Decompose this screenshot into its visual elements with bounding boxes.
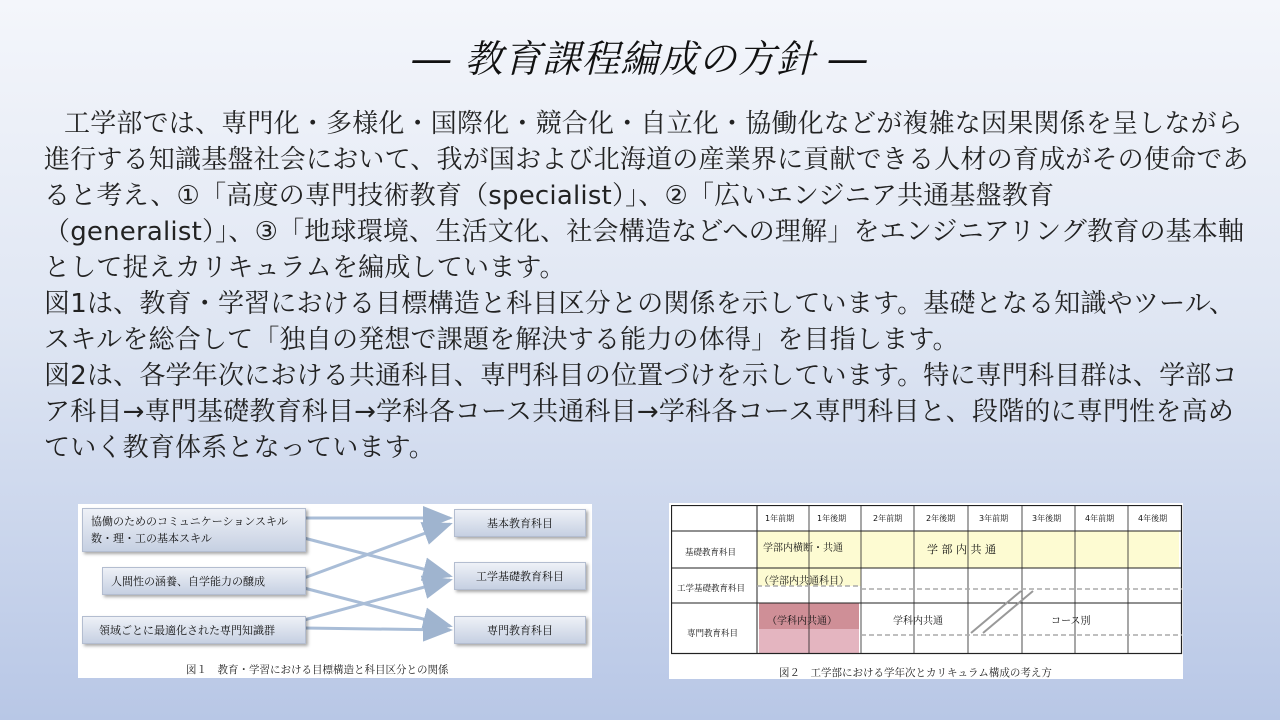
row-header: 基礎教育科目 <box>685 548 737 558</box>
page-title: ― 教育課程編成の方針 ― <box>412 37 868 81</box>
label-gakubu-common-sub: （学部内共通科目） <box>759 576 849 587</box>
col-header: 2年後期 <box>926 514 956 523</box>
figure-2-caption: 図２ 工学部における学年次とカリキュラム構成の考え方 <box>779 667 1052 679</box>
goal-box-humanity <box>102 567 306 595</box>
arrow <box>304 580 450 620</box>
row-header: 専門教育科目 <box>687 629 739 639</box>
paragraph-2: 図1は、教育・学習における目標構造と科目区分との関係を示しています。基礎となる知識やツール、スキルを総合して「独自の発想で課題を解決する能力の体得」を目指します。 <box>44 289 1236 355</box>
row-header: 工学基礎教育科目 <box>677 584 746 594</box>
arrow <box>304 588 450 626</box>
goal-humanity-label: 人間性の涵養、自学能力の醸成 <box>111 575 265 588</box>
col-header: 2年前期 <box>873 514 903 523</box>
course-box-specialty <box>454 616 586 644</box>
course-box-eng-basic <box>454 562 586 590</box>
course-eng-basic-label: 工学基礎教育科目 <box>476 570 564 583</box>
figure-2 <box>669 503 1183 679</box>
label-course: コース別 <box>1051 616 1091 627</box>
paragraph-1: 工学部では、専門化・多様化・国際化・競合化・自立化・協働化などが複雑な因果関係を呈しながら進行する知識基盤社会において、我が国および北海道の産業界に貢献できる人材の育成がその使命であると考え、①「高度の専門技術教育（specialist）」、②「広いエンジニア共通基盤教育（generalist）」、③「地球環境、生活文化、社会構造などへの理解」をエンジニアリング教育の基本軸として捉えカリキュラムを編成しています。 <box>44 109 1249 283</box>
figure-1 <box>78 504 592 678</box>
col-header: 1年後期 <box>817 514 847 523</box>
figure-2-grid <box>671 505 1183 655</box>
col-header: 4年前期 <box>1085 514 1115 523</box>
goal-specialty-label: 領域ごとに最適化された専門知識群 <box>99 624 275 637</box>
col-header: 3年前期 <box>979 514 1009 523</box>
course-basic-label: 基本教育科目 <box>487 517 553 530</box>
paragraph-3: 図2は、各学年次における共通科目、専門科目の位置づけを示しています。特に専門科目群は、学部コア科目→専門基礎教育科目→学科各コース共通科目→学科各コース専門科目と、段階的に専門性を高めていく教育体系となっています。 <box>44 361 1238 463</box>
course-box-basic <box>454 509 586 537</box>
body-text <box>44 106 1254 466</box>
col-header: 4年後期 <box>1138 514 1168 523</box>
goal-basic-skill-label: 数・理・工の基本スキル <box>91 532 212 545</box>
label-gakka-common-paren: （学科内共通） <box>767 616 837 627</box>
figure-1-caption: 図１ 教育・学習における目標構造と科目区分との関係 <box>186 664 449 676</box>
col-header: 1年前期 <box>765 514 795 523</box>
goal-box-communication <box>82 508 306 552</box>
label-gakka-common: 学科内共通 <box>893 616 943 627</box>
arrow <box>304 628 450 630</box>
label-gakubu-cross: 学部内横断・共通 <box>763 543 843 554</box>
goal-box-specialty <box>82 616 306 644</box>
course-specialty-label: 専門教育科目 <box>487 624 553 637</box>
goal-communication-label: 協働のためのコミュニケーションスキル <box>91 515 288 528</box>
col-header: 3年後期 <box>1032 514 1062 523</box>
label-gakubu-common: 学 部 内 共 通 <box>927 543 996 556</box>
